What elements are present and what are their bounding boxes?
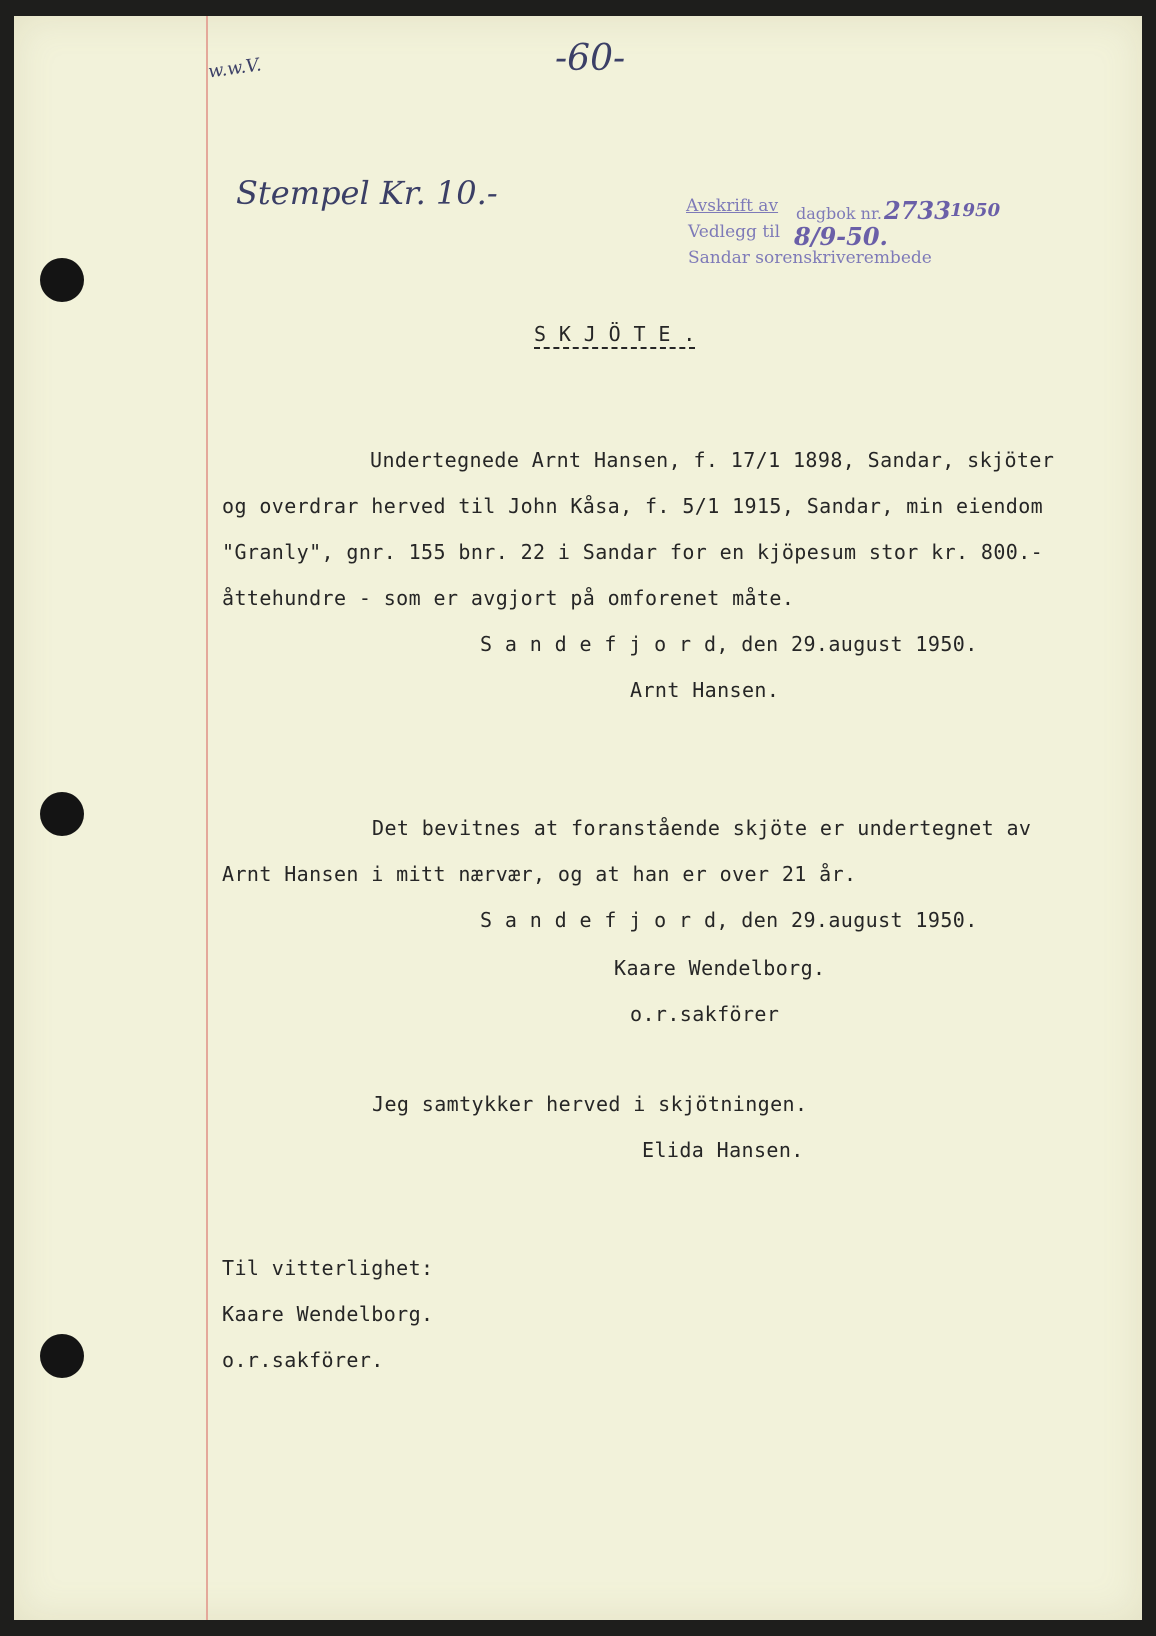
place-date-1: S a n d e f j o r d, den 29.august 1950. [480,632,978,656]
signature-spouse: Elida Hansen. [642,1138,804,1162]
signature-attestor: Kaare Wendelborg. [614,956,826,980]
place-date-2: S a n d e f j o r d, den 29.august 1950. [480,908,978,932]
deed-line-4: åttehundre - som er avgjort på omforenet måte. [222,586,795,610]
punch-hole [40,1334,84,1378]
witness-title: o.r.sakförer. [222,1348,384,1372]
page-number: -60- [555,38,626,79]
consent-line: Jeg samtykker herved i skjötningen. [372,1092,808,1116]
stamp-label-attachment: Vedlegg til [688,222,781,242]
attestation-line-1: Det bevitnes at foranstående skjöte er undertegnet av [372,816,1032,840]
stamp-label-transcript: Avskrift av [686,196,779,216]
stamp-label-journal: dagbok nr. [796,204,882,223]
deed-line-1: Undertegnede Arnt Hansen, f. 17/1 1898, Sandar, skjöter [370,448,1055,472]
punch-hole [40,792,84,836]
deed-line-2: og overdrar herved til John Kåsa, f. 5/1 1915, Sandar, min eiendom [222,494,1044,518]
stamp-duty-note: Stempel Kr. 10.- [236,174,498,212]
witness-heading: Til vitterlighet: [222,1256,434,1280]
witness-name: Kaare Wendelborg. [222,1302,434,1326]
margin-rule [206,16,208,1620]
stamp-office: Sandar sorenskriverembede [688,248,932,268]
document-title: S K J Ö T E . [534,322,696,346]
stamp-journal-number: 2733 [884,196,951,225]
stamp-year: 1950 [950,200,1001,221]
stamp-attachment-date: 8/9-50. [794,222,888,251]
margin-initials: w.w.V. [206,54,263,83]
signature-seller: Arnt Hansen. [630,678,780,702]
attestor-title: o.r.sakförer [630,1002,780,1026]
punch-hole [40,258,84,302]
attestation-line-2: Arnt Hansen i mitt nærvær, og at han er over 21 år. [222,862,857,886]
deed-line-3: "Granly", gnr. 155 bnr. 22 i Sandar for en kjöpesum stor kr. 800.- [222,540,1044,564]
